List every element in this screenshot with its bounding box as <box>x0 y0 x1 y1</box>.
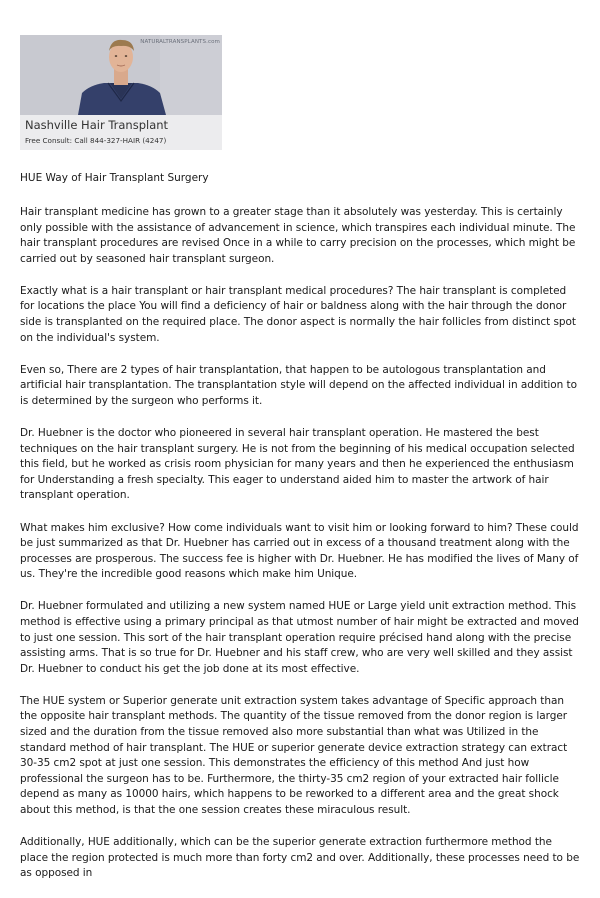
paragraph: Exactly what is a hair transplant or hair transplant medical procedures? The hair transplant is completed for locations the place You will find a deficiency of hair or baldness along with the hair through the donor side is transplanted on the required place. The donor aspect is normally the hair follicles from distinct spot on the individual's system. <box>20 284 576 344</box>
hero-title: Nashville Hair Transplant <box>25 118 169 132</box>
hero-banner <box>20 35 222 150</box>
hero-caption <box>20 115 222 150</box>
paragraph: The HUE system or Superior generate unit extraction system takes advantage of Specific approach than the opposite hair transplant methods. The quantity of the tissue removed from the donor region is larger sized and the duration from the tissue removed also more substantial than what was Utilized in the standard method of hair transplant. The HUE or superior generate device extraction strategy can extract 30-35 cm2 spot at just one session. This demonstrates the efficiency of this method And just how professional the surgeon has to be. Furthermore, the thirty-35 cm2 region of your extracted hair follicle depend as many as 10000 hairs, which happens to be reworked to a different area and the great shock about this method, is that the one session creates these miraculous result. <box>20 694 568 816</box>
brand-watermark: NATURALTRANSPLANTS.com <box>140 39 220 45</box>
hero-phone-text: Free Consult: Call 844-327-HAIR (4247) <box>25 136 167 145</box>
paragraph: Hair transplant medicine has grown to a greater stage than it absolutely was yesterday. This is certainly only possible with the assistance of advancement in science, which transpires each individual minute. The hair transplant procedures are revised Once in a while to carry precision on the processes, which might be carried out by seasoned hair transplant surgeon. <box>20 206 576 265</box>
paragraph: Dr. Huebner is the doctor who pioneered in several hair transplant operation. He mastered the best techniques on the hair transplant surgery. He is not from the beginning of his medical occupation selected this field, but he worked as crisis room physician for many years and then he experienced the enthusiasm for Understanding a fresh specialty. This eager to understand aided him to master the artwork of hair transplant operation. <box>20 427 575 502</box>
doctor-illustration <box>20 35 222 115</box>
paragraph: What makes him exclusive? How come individuals want to visit him or looking forward to him? These could be just summarized as that Dr. Huebner has carried out in excess of a thousand treatment along with the processes are prosperous. The success fee is higher with Dr. Huebner. He has modified the lives of Many of us. They're the incredible good reasons which make him Unique. <box>20 521 579 581</box>
paragraph: Dr. Huebner formulated and utilizing a new system named HUE or Large yield unit extraction method. This method is effective using a primary principal as that utmost number of hair might be extracted and moved to just one session. This sort of the hair transplant operation require précised hand along with the precise assisting arms. That is so true for Dr. Huebner and his staff crew, who are very well skilled and they assist Dr. Huebner to conduct his get the job done at its most effective. <box>20 600 579 675</box>
doctor-photo <box>20 35 222 115</box>
paragraph: Even so, There are 2 types of hair transplantation, that happen to be autologous transplantation and artificial hair transplantation. The transplantation style will depend on the affected individual in addition to is determined by the surgeon who performs it. <box>20 363 577 407</box>
paragraph: Additionally, HUE additionally, which can be the superior generate extraction furthermore method the place the region protected is much more than forty cm2 and over. Additionally, these processes need to be as opposed in <box>20 836 580 880</box>
article-heading: HUE Way of Hair Transplant Surgery <box>20 172 209 184</box>
article-body <box>20 170 582 898</box>
